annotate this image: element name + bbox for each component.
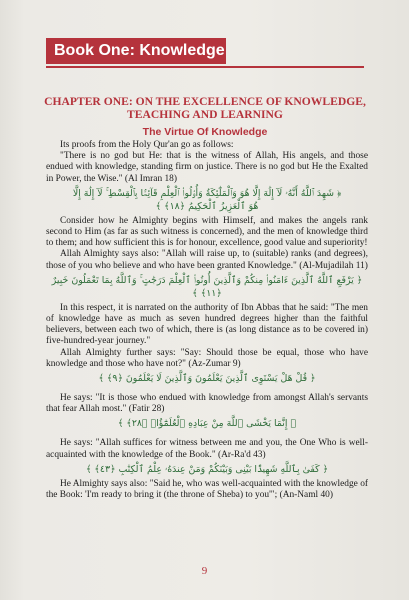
section-title: The Virtue Of Knowledge [142, 126, 268, 138]
paragraph-quote-al-imran: "There is no god but He: that is the witness of Allah, His angels, and those endued with knowledge, standing firm on justice. There is no god but He the Exalted in Power, the Wise." (Al Imran 18) [46, 151, 368, 184]
paragraph-intro: Its proofs from the Holy Qur'an go as follows: [60, 140, 234, 150]
arabic-verse-al-imran [46, 187, 368, 213]
arabic-verse-al-mujadilah: ﴿ يَرْفَعِ ٱللَّهُ ٱلَّذِينَ ءَامَنُوا۟ مِنكُمْ وَٱلَّذِينَ أُوتُوا۟ ٱلْعِلْمَ دَرَجَٰتٍ ۚ وَٱللَّهُ بِمَا تَعْمَلُونَ خَبِيرٌ ﴿١١﴾ ﴾ [51, 274, 363, 299]
chapter-title [40, 95, 370, 121]
arabic-verse-az-zumar: ﴿ قُلْ هَلْ يَسْتَوِى ٱلَّذِينَ يَعْلَمُونَ وَٱلَّذِينَ لَا يَعْلَمُونَ ﴿٩﴾ ﴾ [98, 373, 316, 385]
page-body [46, 140, 368, 501]
banner-divider [46, 66, 364, 68]
paragraph-quote-az-zumar: Allah Almighty further says: "Say: Should those be equal, those who have knowledge and those who have not?" (Az-Zumar 9) [46, 347, 368, 369]
arabic-verse-line: ﴿ شَهِدَ ٱللَّهُ أَنَّهُۥ لَآ إِلَٰهَ إِلَّا هُوَ وَٱلْمَلَٰٓئِكَةُ وَأُو۟لُوا۟ ٱلْعِلْمِ قَآئِمًۢا بِٱلْقِسْطِ ۚ لَآ إِلَٰهَ إِلَّا [72, 187, 342, 199]
book-title-banner: Book One: Knowledge [46, 38, 226, 64]
paragraph-quote-an-naml: He Almighty says also: "Said he, who was well-acquainted with the knowledge of the Book: 'I'm ready to bring it (the throne of Sheba) to you'"; (An-Naml 40) [46, 478, 368, 501]
arabic-verse-line: هُوَ ٱلْعَزِيزُ ٱلْحَكِيمُ ﴿١٨﴾ ﴾ [155, 200, 259, 212]
paragraph-commentary: Consider how he Almighty begins with Himself, and makes the angels rank second to Him (as far as such witness is concerned), and the men of knowledge third to them; and how sufficient this is for honour, excellence, good value and superiority! [46, 215, 368, 249]
arabic-verse-fatir: ﴿ إِنَّمَا يَخْشَى ٱللَّهَ مِنْ عِبَادِهِ ٱلْعُلَمَٰٓؤُا۟ ﴿٢٨﴾ ﴾ [117, 418, 297, 430]
page-number: 9 [201, 565, 208, 577]
chapter-title-line-2: TEACHING AND LEARNING [127, 108, 283, 121]
paragraph-quote-fatir: He says: "It is those who endued with knowledge from amongst Allah's servants that fear Allah most." (Fatir 28) [46, 393, 368, 415]
paragraph-ibn-abbas: In this respect, it is narrated on the authority of Ibn Abbas that he said: "The men of knowledge have as much as seven hundred degrees higher than the faithful believers, between each two of which, there is (as long distance as to be covered in) five-hundred-year journey." [46, 302, 368, 347]
paragraph-quote-ar-rad: He says: "Allah suffices for witness between me and you, the One Who is well-acquainted with the knowledge of the Book." (Ar-Ra'd 43) [46, 438, 368, 460]
arabic-verse-ar-rad: ﴿ كَفَىٰ بِٱللَّهِ شَهِيدًۢا بَيْنِى وَبَيْنَكُمْ وَمَنْ عِندَهُۥ عِلْمُ ٱلْكِتَٰبِ ﴿٤٣﴾ ﴾ [85, 463, 329, 475]
chapter-title-line-1: CHAPTER ONE: ON THE EXCELLENCE OF KNOWLEDGE, [44, 95, 366, 108]
paragraph-quote-al-mujadilah: Allah Almighty says also: "Allah will raise up, to (suitable) ranks (and degrees), those of you who believe and who have been granted Knowledge." (Al-Mujadilah 11) [46, 249, 368, 271]
